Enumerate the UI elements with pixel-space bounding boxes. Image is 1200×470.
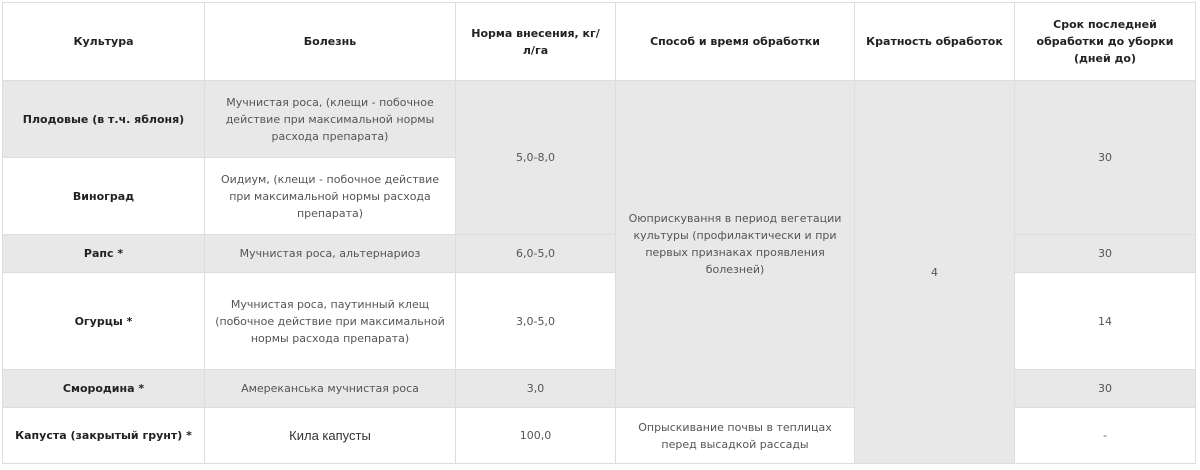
header-frequency: Кратность обработок bbox=[855, 3, 1015, 81]
days-cell: 30 bbox=[1015, 235, 1196, 273]
disease-cell: Оидиум, (клещи - побочное действие при максимальной нормы расхода препарата) bbox=[205, 158, 456, 235]
method-cell: Опрыскивание почвы в теплицах перед высадкой рассады bbox=[616, 408, 855, 464]
crop-cell: Рапс * bbox=[3, 235, 205, 273]
table-row bbox=[3, 370, 1196, 408]
rate-cell: 6,0-5,0 bbox=[456, 235, 616, 273]
disease-cell: Амереканська мучнистая роса bbox=[205, 370, 456, 408]
rate-cell: 5,0-8,0 bbox=[456, 81, 616, 235]
table-row bbox=[3, 273, 1196, 370]
rate-cell: 3,0-5,0 bbox=[456, 273, 616, 370]
crop-cell: Виноград bbox=[3, 158, 205, 235]
days-cell: 30 bbox=[1015, 370, 1196, 408]
crop-cell: Огурцы * bbox=[3, 273, 205, 370]
rate-cell: 100,0 bbox=[456, 408, 616, 464]
header-disease: Болезнь bbox=[205, 3, 456, 81]
days-cell: - bbox=[1015, 408, 1196, 464]
disease-cell: Мучнистая роса, альтернариоз bbox=[205, 235, 456, 273]
frequency-cell: 4 bbox=[855, 81, 1015, 464]
crop-cell: Капуста (закрытый грунт) * bbox=[3, 408, 205, 464]
treatment-table bbox=[2, 2, 1196, 464]
table-row bbox=[3, 408, 1196, 464]
days-cell: 30 bbox=[1015, 81, 1196, 235]
disease-cell: Мучнистая роса, паутинный клещ (побочное действие при максимальной нормы расхода препарата) bbox=[205, 273, 456, 370]
header-crop: Культура bbox=[3, 3, 205, 81]
table-row bbox=[3, 81, 1196, 158]
header-row bbox=[3, 3, 1196, 81]
crop-cell: Плодовые (в т.ч. яблоня) bbox=[3, 81, 205, 158]
disease-cell: Мучнистая роса, (клещи - побочное действие при максимальной нормы расхода препарата) bbox=[205, 81, 456, 158]
treatment-table-container bbox=[2, 2, 1196, 464]
rate-cell: 3,0 bbox=[456, 370, 616, 408]
crop-cell: Смородина * bbox=[3, 370, 205, 408]
days-cell: 14 bbox=[1015, 273, 1196, 370]
header-rate: Норма внесения, кг/л/га bbox=[456, 3, 616, 81]
disease-cell: Кила капусты bbox=[205, 408, 456, 464]
table-row bbox=[3, 235, 1196, 273]
header-method: Способ и время обработки bbox=[616, 3, 855, 81]
header-days-before-harvest: Срок последней обработки до уборки (дней до) bbox=[1015, 3, 1196, 81]
method-cell: Оюприскування в период вегетации культуры (профилактически и при первых признаках проявления болезней) bbox=[616, 81, 855, 408]
